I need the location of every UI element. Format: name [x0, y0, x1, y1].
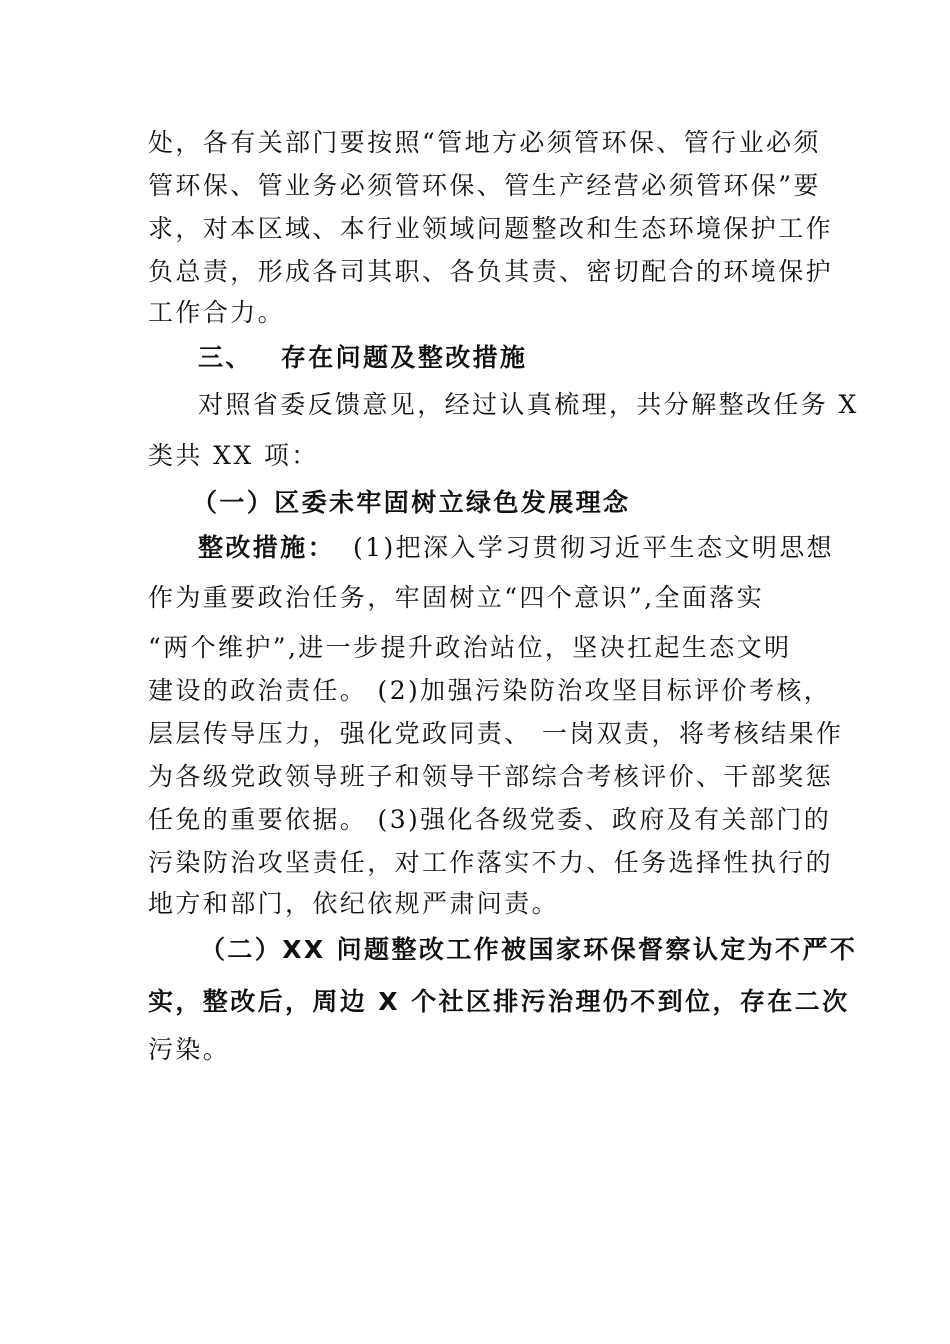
- paragraph-line: 任免的重要依据。 (3)强化各级党委、政府及有关部门的: [148, 805, 832, 834]
- measures-label: 整改措施：: [198, 533, 336, 562]
- paragraph-line: 为各级党政领导班子和领导干部综合考核评价、干部奖惩: [148, 762, 834, 791]
- paragraph-line: 作为重要政治任务，牢固树立“四个意识”,全面落实: [148, 583, 765, 612]
- paragraph-line: 求，对本区域、本行业领域问题整改和生态环境保护工作: [148, 214, 834, 243]
- paragraph-line: 工作合力。: [148, 298, 286, 327]
- subsection-heading: （一）区委未牢固树立绿色发展理念: [192, 488, 631, 517]
- measures-text: (1)把深入学习贯彻习近平生态文明思想: [353, 533, 835, 562]
- paragraph-line: 类共 XX 项：: [148, 441, 319, 470]
- measures-first-line: [198, 533, 834, 563]
- paragraph-line: 管环保、管业务必须管环保、管生产经营必须管环保”要: [148, 171, 821, 200]
- paragraph-line: 污染。: [148, 1035, 231, 1064]
- paragraph-line: 地方和部门，依纪依规严肃问责。: [148, 889, 560, 918]
- section-heading: [198, 343, 527, 373]
- paragraph-line: 层层传导压力，强化党政同责、 一岗双责，将考核结果作: [148, 719, 844, 748]
- subsection-heading: （二）XX 问题整改工作被国家环保督察认定为不严不: [200, 935, 858, 964]
- paragraph-line: “两个维护”,进一步提升政治站位，坚决扛起生态文明: [148, 633, 792, 662]
- section-title: 存在问题及整改措施: [280, 343, 528, 372]
- paragraph-line: 负总责，形成各司其职、各负其责、密切配合的环境保护: [148, 257, 834, 286]
- paragraph-line: 处，各有关部门要按照“管地方必须管环保、管行业必须: [148, 128, 821, 157]
- section-number: 三、: [198, 343, 253, 372]
- paragraph-line: 建设的政治责任。 (2)加强污染防治攻坚目标评价考核，: [148, 676, 832, 705]
- paragraph-line: 污染防治攻坚责任，对工作落实不力、任务选择性执行的: [148, 848, 834, 877]
- subsection-heading-continued: 实，整改后，周边 X 个社区排污治理仍不到位，存在二次: [148, 987, 850, 1016]
- paragraph-line: 对照省委反馈意见，经过认真梳理，共分解整改任务 X: [198, 390, 859, 419]
